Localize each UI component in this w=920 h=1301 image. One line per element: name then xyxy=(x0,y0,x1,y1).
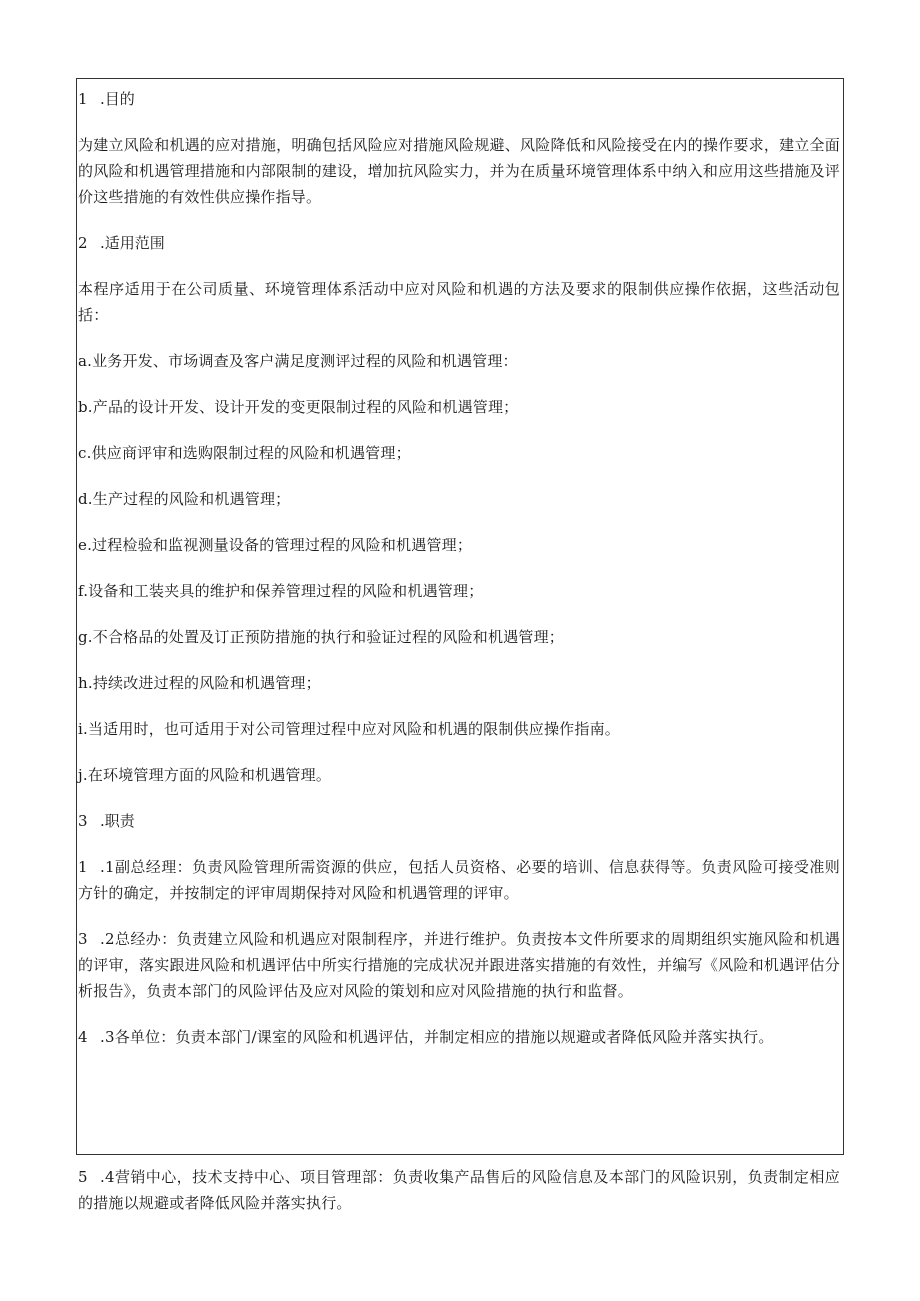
section-heading-purpose: 1 .目的 xyxy=(78,90,135,108)
scope-item-h: h.持续改进过程的风险和机遇管理； xyxy=(78,674,321,692)
duty-general-office: 3 .2总经办：负责建立风险和机遇应对限制程序，并进行维护。负责按本文件所要求的周期组织实施风险和机遇的评审，落实跟进风险和机遇评估中所实行措施的完成状况并跟进落实措施的有效性，并编写《风险和机遇评估分析报告》，负责本部门的风险评估及应对风险的策划和应对风险措施的执行和监督。 xyxy=(78,930,840,1000)
scope-item-a: a.业务开发、市场调查及客户满足度测评过程的风险和机遇管理： xyxy=(78,352,518,370)
scope-item-e: e.过程检验和监视测量设备的管理过程的风险和机遇管理； xyxy=(78,536,473,554)
scope-item-g: g.不合格品的处置及订正预防措施的执行和验证过程的风险和机遇管理； xyxy=(78,628,564,646)
section-heading-scope: 2 .适用范围 xyxy=(78,234,165,252)
document-body xyxy=(78,86,840,1070)
scope-item-f: f.设备和工装夹具的维护和保养管理过程的风险和机遇管理； xyxy=(78,582,484,600)
scope-item-j: j.在环境管理方面的风险和机遇管理。 xyxy=(78,766,332,784)
duty-all-units: 4 .3各单位：负责本部门/课室的风险和机遇评估，并制定相应的措施以规避或者降低风险并落实执行。 xyxy=(78,1028,774,1046)
duty-deputy-general-manager: 1 .1副总经理：负责风险管理所需资源的供应，包括人员资格、必要的培训、信息获得等。负责风险可接受准则方针的确定，并按制定的评审周期保持对风险和机遇管理的评审。 xyxy=(78,858,840,902)
scope-item-b: b.产品的设计开发、设计开发的变更限制过程的风险和机遇管理； xyxy=(78,398,519,416)
scope-item-i: i.当适用时，也可适用于对公司管理过程中应对风险和机遇的限制供应操作指南。 xyxy=(78,720,620,738)
scope-paragraph: 本程序适用于在公司质量、环境管理体系活动中应对风险和机遇的方法及要求的限制供应操作依据，这些活动包括： xyxy=(78,280,840,324)
purpose-paragraph: 为建立风险和机遇的应对措施，明确包括风险应对措施风险规避、风险降低和风险接受在内的操作要求，建立全面的风险和机遇管理措施和内部限制的建设，增加抗风险实力，并为在质量环境管理体系中纳入和应用这些措施及评价这些措施的有效性供应操作指导。 xyxy=(78,136,840,206)
scope-item-c: c.供应商评审和选购限制过程的风险和机遇管理； xyxy=(78,444,411,462)
section-heading-duties: 3 .职责 xyxy=(78,812,135,830)
scope-item-d: d.生产过程的风险和机遇管理； xyxy=(78,490,291,508)
duty-marketing-center: 5 .4营销中心，技术支持中心、项目管理部：负责收集产品售后的风险信息及本部门的风险识别，负责制定相应的措施以规避或者降低风险并落实执行。 xyxy=(78,1168,840,1212)
